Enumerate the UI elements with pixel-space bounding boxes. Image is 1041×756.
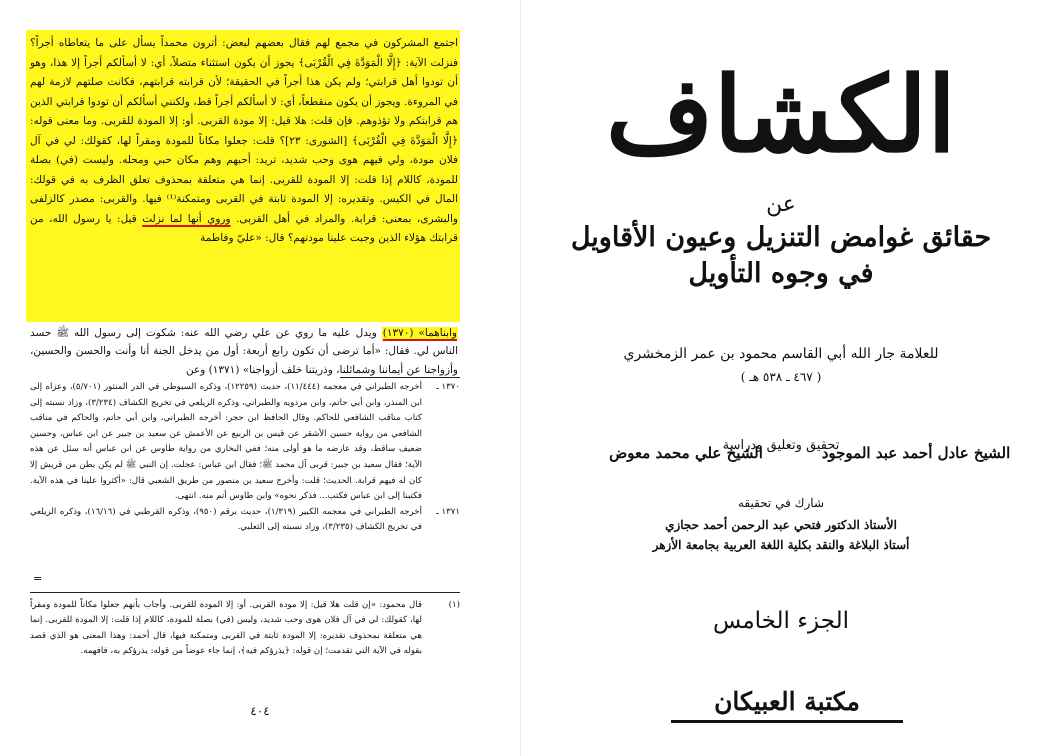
- footnote-number: (١): [448, 600, 460, 610]
- hadith-note-text: أخرجه الطبراني في معجمه الكبير (١/٣١٩)، حديث برقم (٩٥٠)، وذكره القرطبي في (١٦/١٦)، وذكره الزيلعي في تخريج الكشاف (٣/٢٣٥)، وزاد نسبته إلى الثعلبي.: [30, 506, 422, 533]
- main-text-body: اجتمع المشركون في مجمع لهم فقال بعضهم لبعض: أترون محمداً يسأل على ما يتعاطاه أجراً؟ فنزلت الآية: ﴿إِلَّا الْمَوَدَّةَ فِي الْقُرْبَى﴾ يجوز أن يكون استثناء متصلاً، أي: لا أسألكم أجراً إلا هذا، وهو أن تودوا أهل قرابتي؛ ولم يكن هذا أجراً في الحقيقة؛ لأن قرابته قرابتهم، فكانت صلتهم لازمة لهم في المروءة. ويجوز أن يكون منقطعاً، أي: لا أسألكم أجراً قط، ولكنني أسألكم أن تودوا قرابتي الذين هم قرابتكم ولا تؤذوهم. فإن قلت: هلا قيل: إلا مودة القربى. أو: إلا المودة للقربى. وما معنى قوله: ﴿إِلَّا الْمَوَدَّةَ فِي الْقُرْبَى﴾ [الشورى: ٢٣]؟ قلت: جعلوا مكاناً للمودة ومقراً لها، كقولك: لي في آل فلان مودة، ولي فيهم هوى وحب شديد، تريد: أحبهم وهم مكان حبي ومحله. وليست (في) بصلة للمودة، كاللام إذا قلت: إلا المودة للقربى. إنما هي متعلقة بمحذوف تعلق الظرف به في قولك: المال في الكيس. وتقديره: إلا المودة ثابتة في القربى ومتمكنة⁽¹⁾ فيها. والقربى: مصدر كالزلفى والبشرى، بمعنى: قرابة. والمراد في أهل القربى.: [30, 37, 459, 225]
- hadith-note: [30, 505, 460, 536]
- participant-heading: شارك في تحقيقه: [737, 496, 825, 510]
- continuation-mark: =: [33, 572, 43, 585]
- hadith-note-text: أخرجه الطبراني في معجمه (١١/٤٤٤)، حديث (١٢٢٥٩)، وذكره السيوطي في الدر المنثور (٥/٧٠١)، وعزاه إلى ابن المنذر، وابن أبي حاتم، وابن مردويه والطبراني، وذكره الزيلعي في تخريج الكشاف (٣/٢٣٤)، وزاد نسبته إلى كتاب مناقب الشافعي للحاكم. وقال الحافظ ابن حجر: أخرجه الطبراني، وابن أبي حاتم، والحاكم في مناقب الشافعي من رواية حسين الأشقر عن قيس بن الربيع عن الأعمش عن سعيد بن جبير عن ابن عباس، وحسين ضعيف ساقط، وقد عارضه ما هو أولى منه؛ ففي البخاري من رواية طاوس عن ابن عباس أنه سئل عن هذه الآية؛ فقال سعيد بن جبير: قربى آل محمد ﷺ؛ فقال ابن عباس: عجلت. إن النبي ﷺ لم يكن بطن من قريش إلا كان له فيهم قرابة. الحديث؛ قلت: وأخرج سعيد بن منصور من طريق الشعبي قال: «أكثروا علينا في هذه الآية. فكتبنا إلى ابن عباس فكتب... فذكر نحوه» وابن طاوس أتم منه. انتهى.: [30, 382, 423, 502]
- page-number: ٤٠٤: [250, 704, 270, 718]
- footnote-item: [30, 598, 460, 660]
- book-title: الكشاف: [605, 53, 957, 176]
- underlined-text-end: وابناهما» (١٣٧٠): [382, 327, 458, 339]
- footnote-divider: [30, 592, 460, 593]
- continuation-text: ويدل عليه ما روي عن علي رضي الله عنه: شكوت إلى رسول الله ﷺ حسد الناس لي. فقال: «أما ترضى أن تكون رابع أربعة: أول من يدخل الجنة أنا وأنت والحسن والحسين، وأزواجنا عن أيماننا وشمائلنا، وذريتنا خلف أزواجنا» (١٣٧١) وعن: [30, 327, 458, 376]
- volume-label: الجزء الخامس: [713, 608, 849, 634]
- footnote: [30, 598, 460, 660]
- publisher-logo: مكتبة العبيكان: [671, 683, 903, 723]
- title-connector: عن: [766, 192, 796, 217]
- author-dates: ( ٤٦٧ ـ ٥٣٨ هـ ): [740, 370, 822, 384]
- subtitle-line-1: حقائق غوامض التنزيل وعيون الأقاويل: [570, 222, 992, 253]
- author: للعلامة جار الله أبي القاسم محمود بن عمر الزمخشري: [623, 346, 939, 362]
- subtitle-line-2: في وجوه التأويل: [688, 258, 874, 289]
- main-text-highlighted: [30, 34, 458, 249]
- right-page: [521, 0, 1041, 756]
- editor-2: الشيخ علي محمد معوض: [609, 444, 763, 462]
- notes-divider: [340, 377, 460, 378]
- underlined-text-start: وروي أنها لما نزلت: [142, 212, 231, 225]
- editor-1: الشيخ عادل أحمد عبد الموجود: [821, 444, 1011, 462]
- participant-title: أستاذ البلاغة والنقد بكلية اللغة العربية بجامعة الأزهر: [652, 538, 910, 552]
- hadith-note-number: ١٣٧٠ ـ: [436, 382, 460, 392]
- participant-name: الأستاذ الدكتور فتحي عبد الرحمن أحمد حجازي: [665, 518, 897, 532]
- left-page: [0, 0, 520, 756]
- hadith-note-number: ١٣٧١ ـ: [436, 506, 460, 517]
- hadith-notes: [30, 380, 460, 536]
- main-text-highlighted-end: قيل: يا رسول الله، من قرابتك هؤلاء الذين وجبت علينا مودتهم؟ قال: «عليّ وفاطمة: [30, 212, 458, 244]
- footnote-text: قال محمود: «إن قلت هلا قيل: إلا مودة القربى. أو: إلا المودة للقربى. وأجاب بأنهم جعلوا مكاناً للمودة ومقراً لها، كقولك: لي في آل فلان هوى وحب شديد، وليس (في) بصلة للمودة، كاللام إذا قلت: إلا المودة للقربى. إنما هي متعلقة بمحذوف تقديره: إلا المودة ثابتة في القربى ومتمكنة فيها، قال أحمد: وهذا المعنى هو الذي قصد بقوله في الآية التي تقدمت؛ إن قوله: ﴿يذرؤكم فيه﴾، إنما جاء عوضاً من قوله: يذرؤكم به، فافهمه.: [30, 600, 422, 657]
- editing-heading: تحقيق وتعليق ودراسة: [722, 438, 840, 453]
- main-text-continuation: [30, 324, 458, 379]
- hadith-note: [30, 380, 460, 505]
